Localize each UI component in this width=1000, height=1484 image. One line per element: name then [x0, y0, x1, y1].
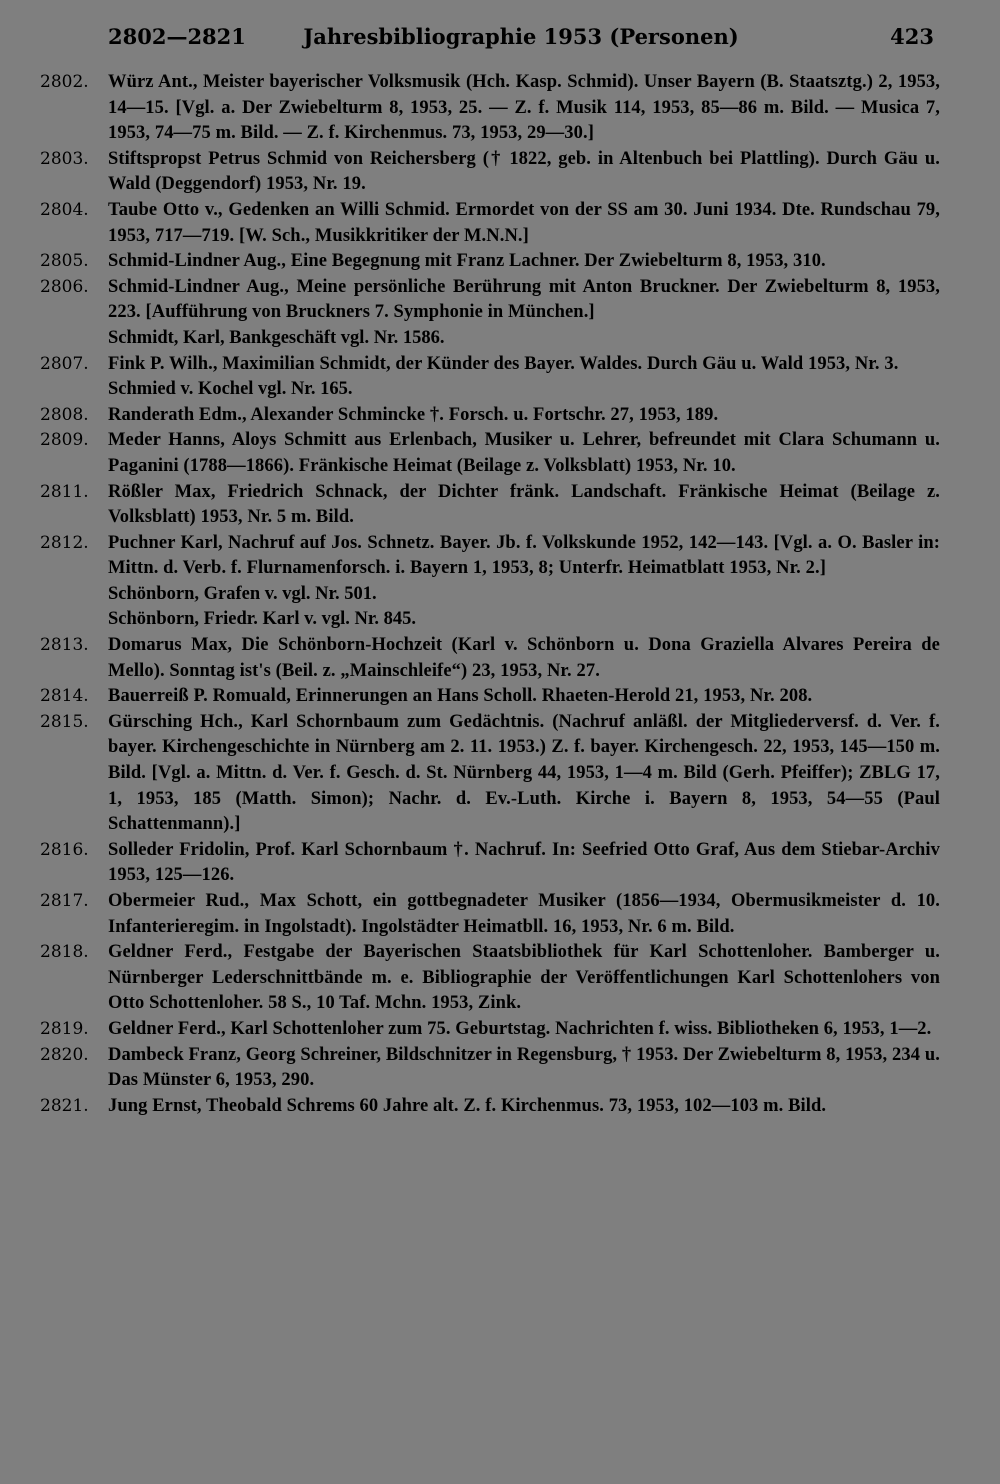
entry-number: 2814. [40, 686, 89, 707]
entry-2819 [40, 1017, 940, 1043]
entry-range: 2802—2821 [108, 24, 246, 49]
entry-2804 [40, 198, 940, 249]
cross-reference: Schmidt, Karl, Bankgeschäft vgl. Nr. 1586. [108, 327, 445, 348]
entry-2821 [40, 1094, 940, 1120]
entry-2818 [40, 940, 940, 1017]
entry-text: Rößler Max, Friedrich Schnack, der Dichter fränk. Landschaft. Fränkische Heimat (Beilage z. Volksblatt) 1953, Nr. 5 m. Bild. [108, 481, 940, 528]
entry-number: 2805. [40, 251, 89, 272]
entry-text: Puchner Karl, Nachruf auf Jos. Schnetz. Bayer. Jb. f. Volkskunde 1952, 142—143. [Vgl. a. O. Basler in: Mittn. d. Verb. f. Flurnamenforsch. i. Bayern 1, 1953, 8; Unterfr. Heimatblatt 1953, Nr. 2.] [108, 532, 940, 579]
entry-text: Stiftspropst Petrus Schmid von Reichersberg († 1822, geb. in Altenbuch bei Plattling). Durch Gäu u. Wald (Deggendorf) 1953, Nr. 19. [108, 148, 940, 195]
cross-reference: Schönborn, Grafen v. vgl. Nr. 501. [108, 583, 377, 604]
entry-text: Gürsching Hch., Karl Schornbaum zum Gedächtnis. (Nachruf anläßl. der Mitgliederversf. d. Ver. f. bayer. Kirchengeschichte in Nürnberg am 2. 11. 1953.) Z. f. bayer. Kirchengesch. 22, 1953, 145—150 m. Bild. [Vgl. a. Mittn. d. Ver. f. Gesch. d. St. Nürnberg 44, 1953, 1—4 m. Bild (Gerh. Pfeiffer); ZBLG 17, 1, 1953, 185 (Matth. Simon); Nachr. d. Ev.-Luth. Kirche i. Bayern 8, 1953, 54—55 (Paul Schattenmann).] [108, 711, 940, 835]
entry-2805 [40, 249, 940, 275]
entry-text: Solleder Fridolin, Prof. Karl Schornbaum †. Nachruf. In: Seefried Otto Graf, Aus dem Stiebar-Archiv 1953, 125—126. [108, 839, 940, 886]
entry-2816 [40, 838, 940, 889]
cross-reference: Schmied v. Kochel vgl. Nr. 165. [108, 379, 353, 400]
entry-text: Schmid-Lindner Aug., Meine persönliche Berührung mit Anton Bruckner. Der Zwiebelturm 8, 1953, 223. [Aufführung von Bruckners 7. Symphonie in München.] [108, 276, 940, 323]
entry-number: 2809. [40, 430, 89, 451]
entry-number: 2812. [40, 532, 89, 553]
entry-2815 [40, 710, 940, 838]
entry-number: 2820. [40, 1044, 89, 1065]
entry-text: Randerath Edm., Alexander Schmincke †. Forsch. u. Fortschr. 27, 1953, 189. [108, 404, 719, 425]
entry-text: Taube Otto v., Gedenken an Willi Schmid. Ermordet von der SS am 30. Juni 1934. Dte. Rundschau 79, 1953, 717—719. [W. Sch., Musikkritiker der M.N.N.] [108, 199, 940, 246]
page-number: 423 [890, 24, 934, 49]
entry-2817 [40, 889, 940, 940]
entry-number: 2802. [40, 72, 89, 92]
entry-2812 [40, 531, 940, 582]
entry-2814 [40, 684, 940, 710]
entry-text: Geldner Ferd., Festgabe der Bayerischen Staatsbibliothek für Karl Schottenloher. Bamberger u. Nürnberger Lederschnittbände m. e. Bibliographie der Veröffentlichungen Karl Schottenlohers von Otto Schottenloher. 58 S., 10 Taf. Mchn. 1953, Zink. [108, 942, 940, 1014]
running-header [108, 24, 934, 54]
entry-text: Dambeck Franz, Georg Schreiner, Bildschnitzer in Regensburg, † 1953. Der Zwiebelturm 8, 1953, 234 u. Das Münster 6, 1953, 290. [108, 1044, 940, 1091]
entry-number: 2804. [40, 199, 89, 220]
entry-2809 [40, 428, 940, 479]
entry-number: 2808. [40, 404, 89, 425]
entry-number: 2816. [40, 839, 89, 860]
entry-text: Bauerreiß P. Romuald, Erinnerungen an Hans Scholl. Rhaeten-Herold 21, 1953, Nr. 208. [108, 686, 813, 707]
entry-2820 [40, 1043, 940, 1094]
entry-text: Geldner Ferd., Karl Schottenloher zum 75. Geburtstag. Nachrichten f. wiss. Bibliotheken 6, 1953, 1—2. [108, 1018, 932, 1039]
entry-2811 [40, 480, 940, 531]
entry-number: 2815. [40, 711, 89, 732]
entry-number: 2806. [40, 276, 89, 297]
entry-number: 2807. [40, 353, 89, 374]
entry-text: Obermeier Rud., Max Schott, ein gottbegnadeter Musiker (1856—1934, Obermusikmeister d. 10. Infanterieregim. in Ingolstadt). Ingolstädter Heimatbll. 16, 1953, Nr. 6 m. Bild. [108, 891, 940, 937]
entry-list [40, 70, 940, 1119]
entry-text: Domarus Max, Die Schönborn-Hochzeit (Karl v. Schönborn u. Dona Graziella Alvares Pereira de Mello). Sonntag ist's (Beil. z. „Mainschleife“) 23, 1953, Nr. 27. [108, 635, 940, 681]
entry-number: 2819. [40, 1018, 89, 1039]
entry-number: 2811. [40, 481, 89, 502]
entry-text: Würz Ant., Meister bayerischer Volksmusik (Hch. Kasp. Schmid). Unser Bayern (B. Staatsztg.) 2, 1953, 14—15. [Vgl. a. Der Zwiebelturm 8, 1953, 25. — Z. f. Musik 114, 1953, 85—86 m. Bild. — Musica 7, 1953, 74—75 m. Bild. — Z. f. Kirchenmus. 73, 1953, 29—30.] [108, 72, 940, 144]
entry-2802 [40, 70, 940, 147]
cross-reference: Schönborn, Friedr. Karl v. vgl. Nr. 845. [108, 609, 417, 630]
entry-number: 2817. [40, 891, 89, 911]
entry-number: 2803. [40, 148, 89, 169]
entry-text: Fink P. Wilh., Maximilian Schmidt, der Künder des Bayer. Waldes. Durch Gäu u. Wald 1953, Nr. 3. [108, 353, 899, 374]
entry-number: 2821. [40, 1095, 89, 1116]
entry-text: Meder Hanns, Aloys Schmitt aus Erlenbach, Musiker u. Lehrer, befreundet mit Clara Schumann u. Paganini (1788—1866). Fränkische Heimat (Beilage z. Volksblatt) 1953, Nr. 10. [108, 430, 940, 476]
entry-number: 2813. [40, 635, 89, 656]
entry-text: Schmid-Lindner Aug., Eine Begegnung mit Franz Lachner. Der Zwiebelturm 8, 1953, 310. [108, 251, 826, 272]
page-title: Jahresbibliographie 1953 (Personen) [303, 24, 739, 49]
entry-2803 [40, 147, 940, 198]
entry-2806 [40, 275, 940, 326]
entry-2807 [40, 352, 940, 378]
entry-2813 [40, 633, 940, 684]
entry-text: Jung Ernst, Theobald Schrems 60 Jahre alt. Z. f. Kirchenmus. 73, 1953, 102—103 m. Bild. [108, 1095, 827, 1116]
entry-number: 2818. [40, 942, 89, 963]
entry-2808 [40, 403, 940, 429]
